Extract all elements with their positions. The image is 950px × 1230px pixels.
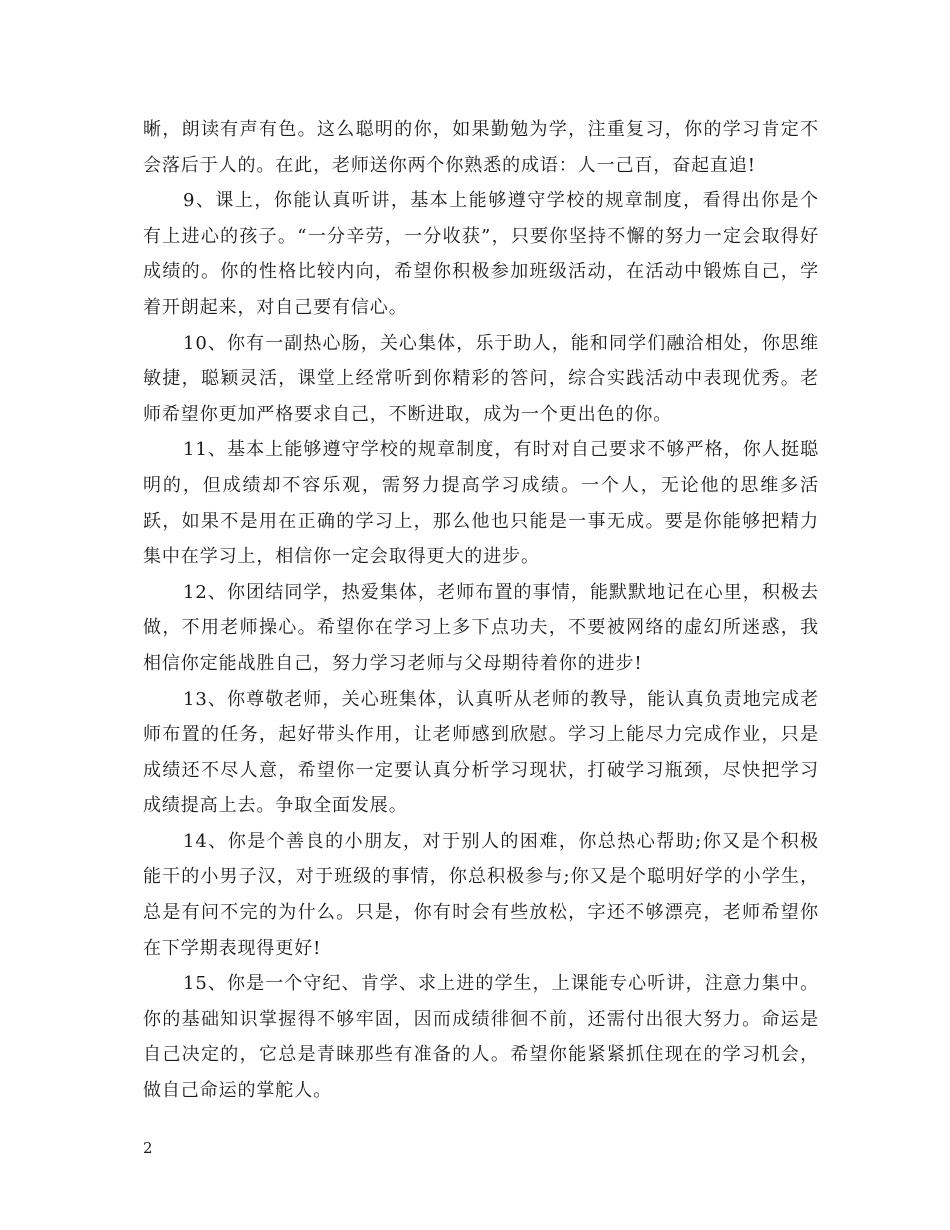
paragraph-comment-10: 10、你有一副热心肠，关心集体，乐于助人，能和同学们融洽相处，你思维敏捷，聪颖灵活，课堂上经常听到你精彩的答问，综合实践活动中表现优秀。老师希望你更加严格要求自己，不断进取，成为一个更出色的你。 [143,332,819,425]
paragraph-comment-14: 14、你是个善良的小朋友，对于别人的困难，你总热心帮助;你又是个积极能干的小男子汉，对于班级的事情，你总积极参与;你又是个聪明好学的小学生，总是有问不完的为什么。只是，你有时会有些放松，字还不够漂亮，老师希望你在下学期表现得更好! [143,830,819,959]
paragraph-continuation: 晰，朗读有声有色。这么聪明的你，如果勤勉为学，注重复习，你的学习肯定不会落后于人的。在此，老师送你两个你熟悉的成语：人一己百，奋起直追! [143,119,819,176]
paragraph-comment-11: 11、基本上能够遵守学校的规章制度，有时对自己要求不够严格，你人挺聪明的，但成绩却不容乐观，需努力提高学习成绩。一个人，无论他的思维多活跃，如果不是用在正确的学习上，那么他也只能是一事无成。要是你能够把精力集中在学习上，相信你一定会取得更大的进步。 [143,439,819,568]
document-body [143,112,819,1109]
paragraph-comment-12: 12、你团结同学，热爱集体，老师布置的事情，能默默地记在心里，积极去做，不用老师操心。希望你在学习上多下点功夫，不要被网络的虚幻所迷惑，我相信你定能战胜自己，努力学习老师与父母期待着你的进步! [143,581,819,674]
page-number: 2 [143,1139,153,1157]
paragraph-comment-13: 13、你尊敬老师，关心班集体，认真听从老师的教导，能认真负责地完成老师布置的任务，起好带头作用，让老师感到欣慰。学习上能尽力完成作业，只是成绩还不尽人意，希望你一定要认真分析学习现状，打破学习瓶颈，尽快把学习成绩提高上去。争取全面发展。 [143,688,819,817]
paragraph-comment-9: 9、课上，你能认真听讲，基本上能够遵守学校的规章制度，看得出你是个有上进心的孩子。“一分辛劳，一分收获”，只要你坚持不懈的努力一定会取得好成绩的。你的性格比较内向，希望你积极参加班级活动，在活动中锻炼自己，学着开朗起来，对自己要有信心。 [143,190,819,318]
paragraph-comment-15: 15、你是一个守纪、肯学、求上进的学生，上课能专心听讲，注意力集中。你的基础知识掌握得不够牢固，因而成绩徘徊不前，还需付出很大努力。命运是自己决定的，它总是青睐那些有准备的人。希望你能紧紧抓住现在的学习机会，做自己命运的掌舵人。 [143,973,819,1102]
